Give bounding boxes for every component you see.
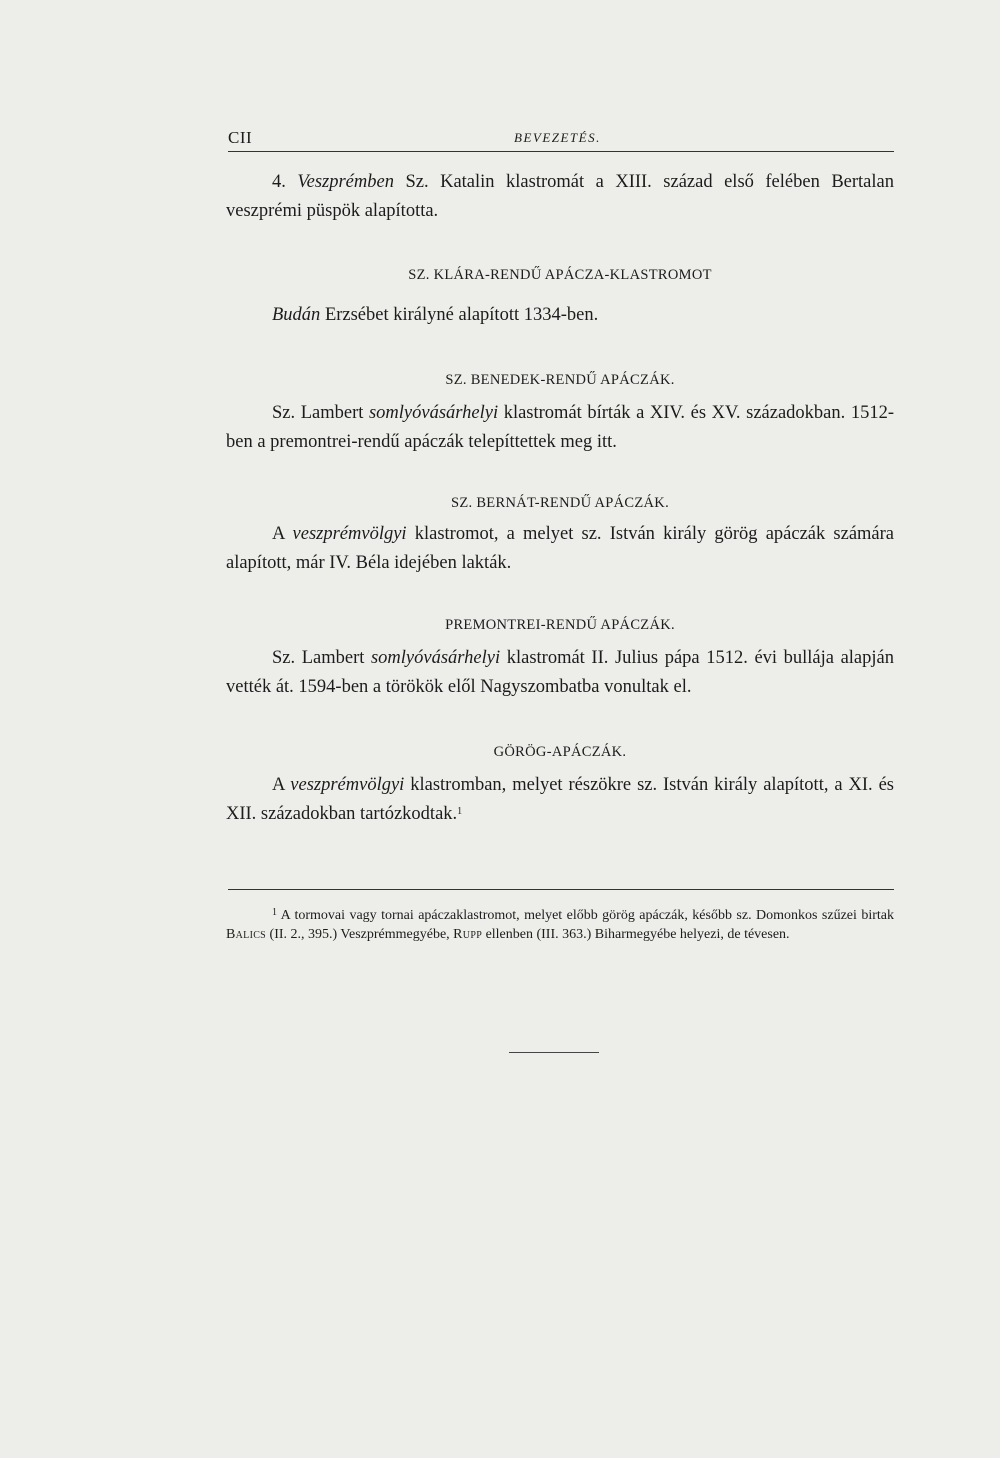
paragraph-text: klastromát II. Julius pápa 1512. évi bullája alapján vették át. 1594-ben a törökök elől Nagyszombatba vonultak el. — [226, 648, 894, 697]
paragraph-veszprem — [226, 168, 894, 226]
paragraph-premontrei — [226, 644, 894, 702]
footnote-rule — [228, 889, 894, 890]
section-heading-gorog: GÖRÖG-APÁCZÁK. — [493, 744, 627, 760]
place-name: veszprémvölgyi — [292, 524, 407, 544]
footnote-text: (II. 2., 395.) Veszprémmegyébe, — [269, 927, 450, 942]
section-heading-klara: SZ. KLÁRA-RENDŰ APÁCZA-KLASTROMOT — [408, 267, 712, 283]
paragraph-text: Sz. Lambert — [272, 648, 365, 668]
footnote — [226, 906, 894, 944]
paragraph-text: A — [272, 524, 285, 544]
footnote-mark: 1 — [272, 907, 277, 918]
header-rule — [228, 151, 894, 152]
footnote-text: ellenben (III. 363.) Biharmegyébe helyezi, de tévesen. — [485, 927, 790, 942]
paragraph-text: Sz. Lambert — [272, 403, 364, 423]
place-name: somlyóvásárhelyi — [370, 648, 501, 668]
paragraph-benedek — [226, 399, 894, 457]
place-name: Veszprémben — [297, 172, 394, 192]
section-heading-premontrei: PREMONTREI-RENDŰ APÁCZÁK. — [445, 617, 675, 633]
place-name: somlyóvásárhelyi — [368, 403, 499, 423]
footnote-author: Rupp — [453, 927, 483, 942]
page-number: CII — [228, 128, 253, 147]
section-heading-benedek: SZ. BENEDEK-RENDŰ APÁCZÁK. — [445, 372, 675, 388]
paragraph-text: A — [272, 775, 285, 795]
paragraph-bernat — [226, 520, 894, 578]
end-rule — [509, 1052, 599, 1053]
page-header — [228, 128, 894, 152]
footnote-author: Balics — [226, 927, 267, 942]
footnote-reference: 1 — [457, 806, 463, 817]
paragraph-text: Erzsébet királyné alapított 1334-ben. — [324, 305, 599, 325]
paragraph-text: Sz. Katalin klastromát a XIII. század első felében Bertalan veszprémi püspök alapította. — [226, 172, 894, 221]
main-text — [226, 168, 894, 829]
paragraph-text: klastromot, a melyet sz. István király görög apáczák számára alapított, már IV. Béla idejében lakták. — [226, 524, 895, 573]
section-heading-bernat: SZ. BERNÁT-RENDŰ APÁCZÁK. — [450, 495, 670, 511]
item-number: 4. — [272, 172, 286, 192]
paragraph-buda — [226, 301, 894, 330]
place-name: veszprémvölgyi — [290, 775, 405, 795]
running-head: BEVEZETÉS. — [514, 130, 601, 145]
paragraph-text: klastromát bírták a XIV. és XV. századokban. 1512-ben a premontrei-rendű apáczák telepíttettek meg itt. — [226, 403, 895, 452]
paragraph-text: klastromban, melyet részökre sz. István király alapított, a XI. és XII. századokban tartózkodtak. — [226, 775, 894, 824]
place-name: Budán — [272, 305, 321, 325]
paragraph-gorog — [226, 771, 894, 829]
footnote-text: A tormovai vagy tornai apáczaklastromot, melyet előbb görög apáczák, később sz. Domonkos szűzei birtak — [280, 908, 894, 923]
